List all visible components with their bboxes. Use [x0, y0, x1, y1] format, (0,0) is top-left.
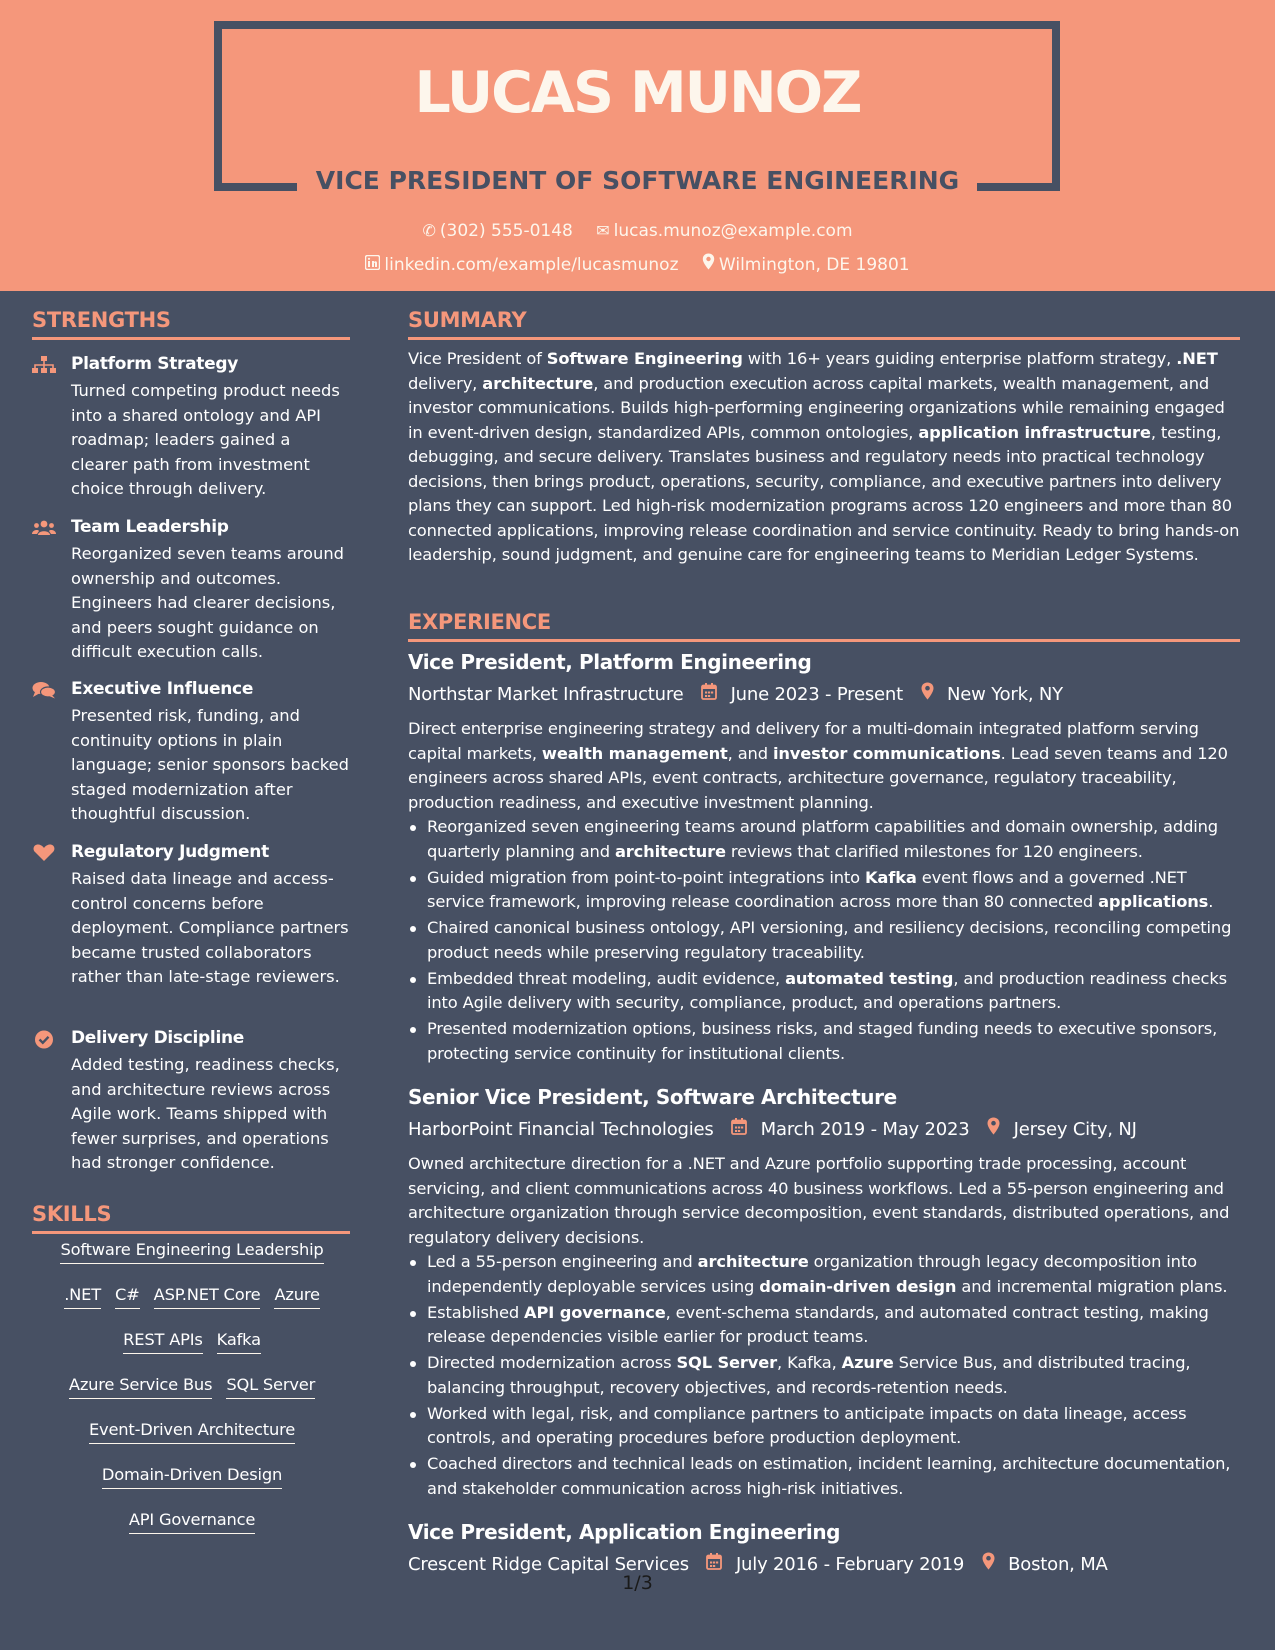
skill-tag: C#	[115, 1285, 140, 1309]
job-title: Senior Vice President, Software Architecture	[408, 1085, 897, 1109]
envelope-icon: ✉	[596, 221, 610, 240]
job-meta	[408, 682, 1063, 705]
bold-keyword: Software Engineering	[546, 349, 743, 368]
experience-rule	[408, 639, 1240, 642]
phone-icon: ✆	[422, 221, 436, 240]
bold-keyword: wealth management	[541, 743, 728, 763]
candidate-title: VICE PRESIDENT OF SOFTWARE ENGINEERING	[315, 166, 960, 195]
job-description: Direct enterprise engineering strategy and delivery for a multi-domain integrated platform serving capital markets, wealth management, and investor communications. Lead seven teams and 120 engineers across shared APIs, event contracts, architecture governance, regulatory traceability, production readiness, and executive investment planning.	[408, 719, 1228, 812]
sitemap-icon	[32, 356, 56, 376]
bold-keyword: domain-driven design	[759, 1276, 957, 1296]
heart-icon	[32, 844, 56, 864]
email-item[interactable]	[596, 221, 852, 241]
job-company: Crescent Ridge Capital Services	[408, 1554, 689, 1575]
page-number: 1/3	[622, 1572, 653, 1594]
map-pin-icon	[915, 684, 939, 705]
check-circle-icon	[32, 1030, 56, 1050]
location-text: Wilmington, DE 19801	[718, 255, 910, 275]
bullet-item: Chaired canonical business ontology, API versioning, and resiliency decisions, reconciling competing product needs while preserving regulatory traceability.	[408, 916, 1240, 965]
bold-keyword: investor communications	[772, 743, 1001, 763]
bullet-item: Worked with legal, risk, and compliance partners to anticipate impacts on data lineage, access controls, and operating procedures before production deployment.	[408, 1402, 1240, 1451]
bold-keyword: architecture	[614, 841, 726, 861]
skills-heading: SKILLS	[32, 1202, 112, 1226]
job-description: Owned architecture direction for a .NET and Azure portfolio supporting trade processing, account servicing, and client communications across 40 business workflows. Led a 55-person engineering and architecture organization through service decomposition, event standards, distributed operations, and regulatory delivery decisions.	[408, 1154, 1230, 1247]
strength-desc: Presented risk, funding, and continuity options in plain language; senior sponsors backed staged modernization after thoughtful discussion.	[71, 706, 349, 823]
skill-tag: Kafka	[217, 1330, 261, 1354]
phone-item[interactable]	[422, 221, 572, 241]
bold-keyword: .NET	[1176, 349, 1218, 368]
linkedin-icon	[365, 255, 380, 274]
experience-heading: EXPERIENCE	[408, 610, 551, 634]
strength-desc: Reorganized seven teams around ownership and outcomes. Engineers had clearer decisions, and peers sought guidance on difficult execution calls.	[71, 544, 344, 661]
summary-heading: SUMMARY	[408, 308, 527, 332]
job-bullets	[408, 815, 1240, 1068]
phone-text: (302) 555-0148	[439, 221, 573, 241]
calendar-icon	[696, 684, 723, 705]
bullet-item: Led a 55-person engineering and architecture organization through legacy decomposition into independently deployable services using domain-driven design and incremental migration plans.	[408, 1250, 1240, 1299]
job-company: Northstar Market Infrastructure	[408, 684, 684, 705]
bold-keyword: application infrastructure	[918, 422, 1151, 442]
bold-keyword: architecture	[482, 373, 594, 393]
skill-tag: ASP.NET Core	[154, 1285, 261, 1309]
skill-tag: Azure Service Bus	[69, 1375, 212, 1399]
map-pin-icon	[982, 1119, 1006, 1140]
skills-list	[32, 1240, 352, 1555]
summary-text: Vice President of Software Engineering with 16+ years guiding enterprise platform strategy, .NET delivery, architecture, and production execution across capital markets, wealth management, and investor communications. Builds high-performing engineering organizations while remaining engaged in event-driven design, standardized APIs, common ontologies, application infrastructure, testing, debugging, and secure delivery. Translates business and regulatory needs into practical technology decisions, then brings product, operations, security, compliance, and executive partners into delivery plans they can support. Led high-risk modernization programs across 120 engineers and more than 80 connected applications, improving release coordination and service continuity. Ready to bring hands-on leadership, sound judgment, and genuine care for engineering teams to Meridian Ledger Systems.	[408, 349, 1240, 564]
job-title: Vice President, Platform Engineering	[408, 650, 812, 674]
contact-line-2	[0, 253, 1275, 275]
job-title: Vice President, Application Engineering	[408, 1520, 841, 1544]
bold-keyword: SQL Server	[676, 1353, 778, 1372]
job-location: New York, NY	[947, 684, 1063, 705]
strength-name: Platform Strategy	[71, 354, 239, 374]
strength-desc: Raised data lineage and access-control concerns before deployment. Compliance partners became trusted collaborators rather than late-stage reviewers.	[71, 869, 349, 986]
calendar-icon	[726, 1119, 753, 1140]
map-pin-icon	[702, 253, 715, 274]
skill-tag: REST APIs	[123, 1330, 203, 1354]
job-dates: July 2016 - February 2019	[735, 1554, 965, 1575]
bullet-item: Guided migration from point-to-point integrations into Kafka event flows and a governed .NET service framework, improving release coordination across more than 80 connected applications.	[408, 866, 1240, 915]
skill-tag: SQL Server	[226, 1375, 315, 1399]
users-icon	[32, 519, 56, 539]
strength-desc: Added testing, readiness checks, and architecture reviews across Agile work. Teams shipped with fewer surprises, and operations had stronger confidence.	[71, 1055, 340, 1172]
job-dates: June 2023 - Present	[730, 684, 903, 705]
strength-name: Delivery Discipline	[71, 1028, 245, 1048]
job-company: HarborPoint Financial Technologies	[408, 1119, 714, 1140]
skills-rule	[32, 1231, 350, 1234]
email-text: lucas.munoz@example.com	[613, 221, 853, 241]
bold-keyword: API governance	[524, 1302, 666, 1322]
strength-name: Team Leadership	[71, 517, 229, 537]
job-bullets	[408, 1250, 1240, 1503]
skill-tag: Event-Driven Architecture	[89, 1420, 295, 1444]
skill-tag: .NET	[64, 1285, 101, 1309]
job-location: Boston, MA	[1008, 1554, 1108, 1575]
location-item	[702, 255, 910, 275]
candidate-name: LUCAS MUNOZ	[414, 60, 861, 126]
bold-keyword: automated testing	[785, 968, 954, 988]
bullet-item: Directed modernization across SQL Server, Kafka, Azure Service Bus, and distributed tracing, balancing throughput, recovery objectives, and records-retention needs.	[408, 1351, 1240, 1400]
summary-rule	[408, 337, 1240, 340]
bullet-item: Embedded threat modeling, audit evidence, automated testing, and production readiness checks into Agile delivery with security, compliance, product, and operations partners.	[408, 967, 1240, 1016]
bold-keyword: Kafka	[864, 867, 917, 887]
job-dates: March 2019 - May 2023	[760, 1119, 970, 1140]
bullet-item: Reorganized seven engineering teams around platform capabilities and domain ownership, adding quarterly planning and architecture reviews that clarified milestones for 120 engineers.	[408, 815, 1240, 864]
skill-tag: Domain-Driven Design	[102, 1465, 282, 1489]
bullet-item: Established API governance, event-schema standards, and automated contract testing, making release dependencies visible earlier for product teams.	[408, 1301, 1240, 1350]
bold-keyword: architecture	[697, 1252, 809, 1271]
skill-tag: Azure	[274, 1285, 319, 1309]
strength-name: Executive Influence	[71, 679, 254, 699]
contact-line-1	[0, 221, 1275, 241]
bold-keyword: applications	[1098, 892, 1209, 911]
bold-keyword: Azure	[841, 1353, 894, 1372]
bullet-item: Presented modernization options, business risks, and staged funding needs to executive sponsors, protecting service continuity for institutional clients.	[408, 1017, 1240, 1066]
strengths-heading: STRENGTHS	[32, 308, 171, 332]
strength-desc: Turned competing product needs into a shared ontology and API roadmap; leaders gained a clearer path from investment choice through delivery.	[71, 381, 340, 498]
strength-name: Regulatory Judgment	[71, 842, 269, 862]
skill-tag: Software Engineering Leadership	[60, 1240, 323, 1264]
strengths-rule	[32, 337, 350, 340]
job-meta	[408, 1117, 1137, 1140]
linkedin-item[interactable]	[365, 255, 678, 275]
comments-icon	[32, 681, 56, 701]
job-location: Jersey City, NJ	[1013, 1119, 1137, 1140]
bullet-item: Coached directors and technical leads on estimation, incident learning, architecture documentation, and stakeholder communication across high-risk initiatives.	[408, 1452, 1240, 1501]
skill-tag: API Governance	[129, 1510, 255, 1534]
linkedin-text: linkedin.com/example/lucasmunoz	[384, 255, 679, 275]
